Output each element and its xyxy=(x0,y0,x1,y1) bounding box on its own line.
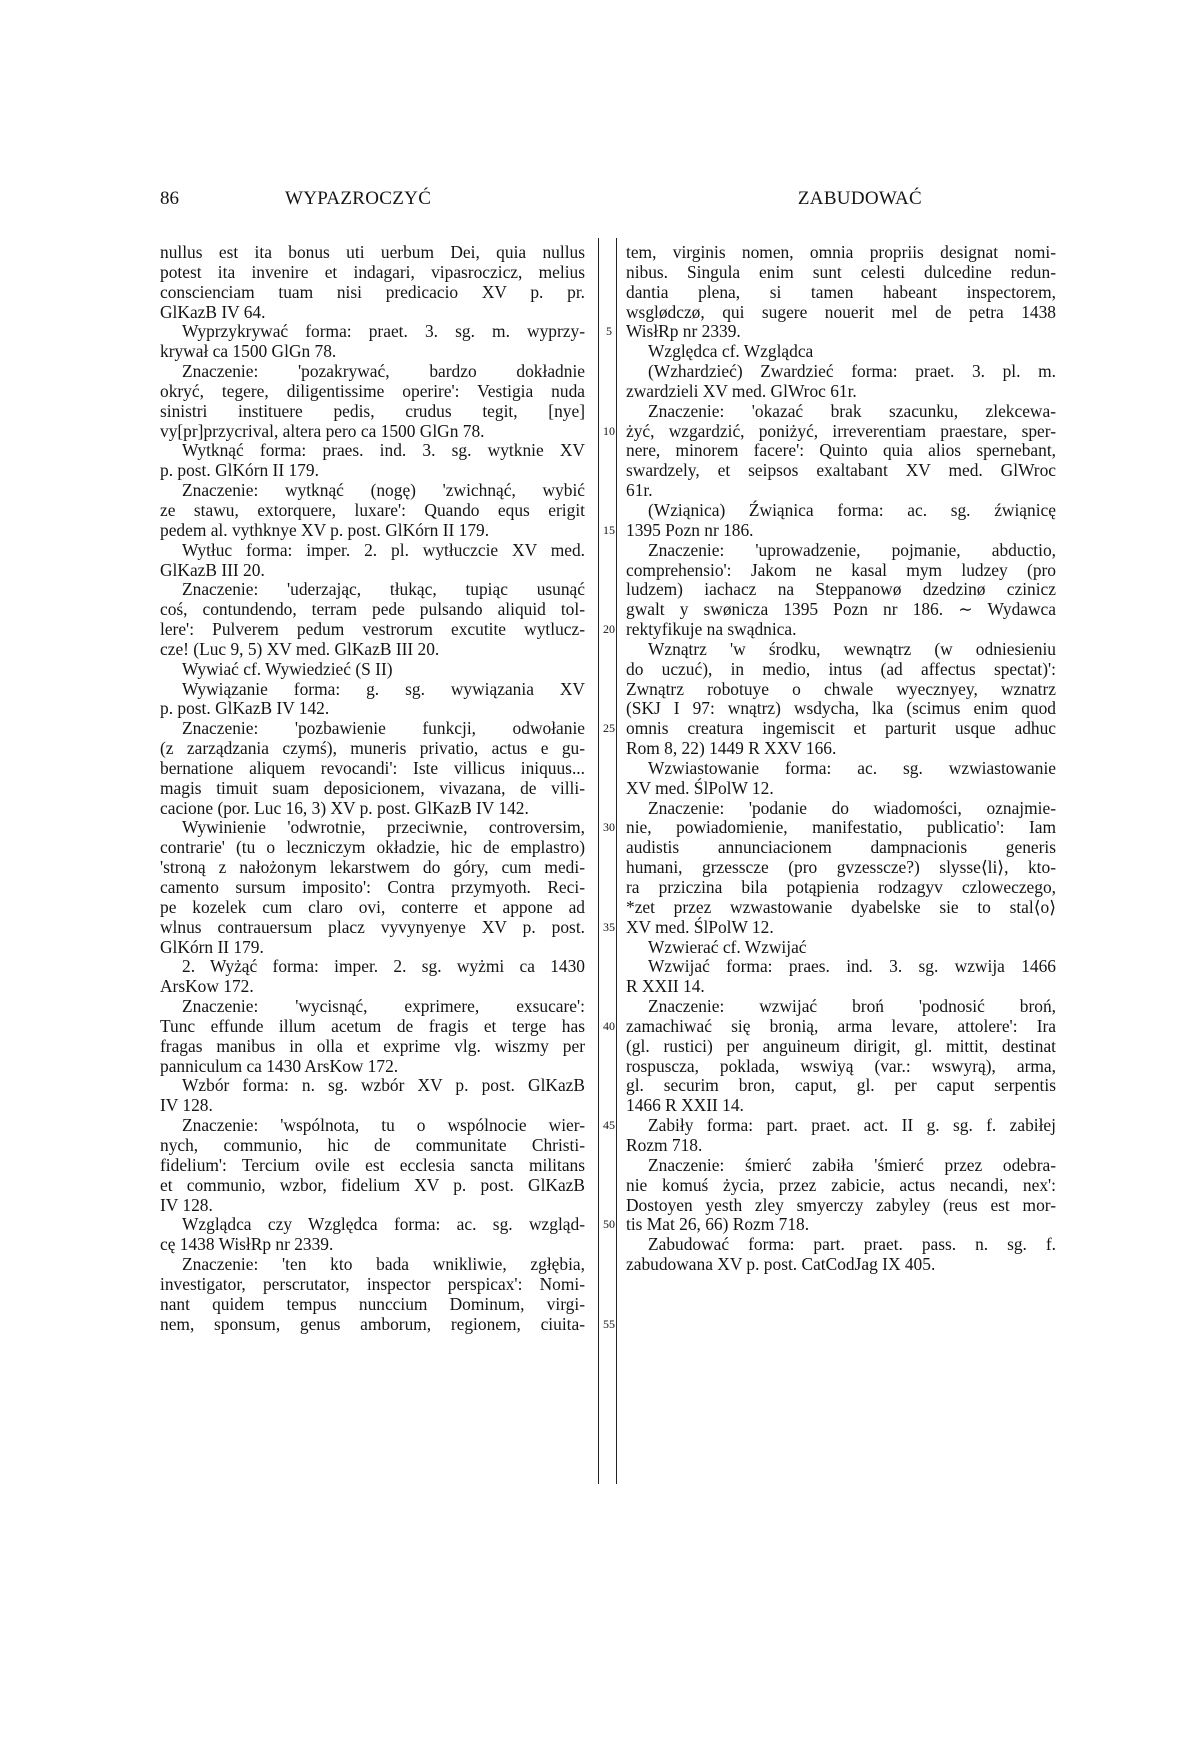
line-number-spacer xyxy=(602,382,616,402)
text-line: Wywiać cf. Wywiedzieć (S II) xyxy=(182,658,393,679)
text-line: Znaczenie: 'pozakrywać, bardzo dokładnie xyxy=(182,361,585,382)
line-number-spacer xyxy=(602,461,616,481)
text-line: investigator, perscrutator, inspector perspicax': Nomi- xyxy=(160,1273,585,1294)
text-line: contrarie' (tu o leczniczym okładzie, hic de emplastro) xyxy=(160,837,585,858)
text-line: 1466 R XXII 14. xyxy=(626,1095,744,1116)
text-line: GlKórn II 179. xyxy=(160,936,264,957)
line-number-spacer xyxy=(602,1196,616,1216)
line-number-spacer xyxy=(602,938,616,958)
text-line: Znaczenie: wzwijać broń 'podnosić broń, xyxy=(648,996,1056,1017)
text-line: nie komuś życia, przez zabicie, actus necandi, nex': xyxy=(626,1174,1056,1195)
line-number-spacer xyxy=(602,1255,616,1275)
text-line: Wytłuc forma: imper. 2. pl. wytłuczcie XV med. xyxy=(182,539,585,560)
text-line: panniculum ca 1430 ArsKow 172. xyxy=(160,1055,399,1076)
line-number-spacer xyxy=(602,957,616,977)
text-line: (Wzhardzieć) Zwardzieć forma: praet. 3. pl. m. xyxy=(648,361,1056,382)
line-number-spacer xyxy=(602,858,616,878)
line-number: 30 xyxy=(603,820,615,835)
text-line: audistis annunciacionem dampnacionis generis xyxy=(626,837,1056,858)
text-line: R XXII 14. xyxy=(626,976,705,997)
text-line: magis timuit suam deposicionem, vivazana, de villi- xyxy=(160,777,585,798)
line-number-spacer xyxy=(602,699,616,719)
line-number-spacer xyxy=(602,878,616,898)
text-line: fragas manibus in olla et exprime vlg. wiszmy per xyxy=(160,1035,585,1056)
text-line: Wytknąć forma: praes. ind. 3. sg. wytknie XV xyxy=(182,440,585,461)
text-line: Znaczenie: 'pozbawienie funkcji, odwołanie xyxy=(182,718,585,739)
line-number-spacer xyxy=(602,997,616,1017)
line-number-spacer xyxy=(602,561,616,581)
text-line: 61r. xyxy=(626,480,653,501)
running-head-left: WYPAZROCZYĆ xyxy=(285,188,432,209)
text-line: ArsKow 172. xyxy=(160,976,254,997)
text-line: nere, minorem facere': Quinto quia alios spernebant, xyxy=(626,440,1056,461)
line-number-spacer xyxy=(602,1275,616,1295)
text-line: 2. Wyżąć forma: imper. 2. sg. wyżmi ca 1430 xyxy=(182,956,585,977)
text-line: GlKazB IV 64. xyxy=(160,301,266,322)
line-number-spacer xyxy=(602,977,616,997)
text-line: gl. securim bron, caput, gl. per caput serpentis xyxy=(626,1075,1056,1096)
text-line: cze! (Luc 9, 5) XV med. GlKazB III 20. xyxy=(160,638,440,659)
right-column xyxy=(626,243,1056,1275)
line-number-spacer xyxy=(602,838,616,858)
line-number-spacer xyxy=(602,541,616,561)
text-line: XV med. ŚlPolW 12. xyxy=(626,777,774,798)
text-line: coś, contundendo, terram pede pulsando aliquid tol- xyxy=(160,599,585,620)
text-line: Rom 8, 22) 1449 R XXV 166. xyxy=(626,738,837,759)
page-number: 86 xyxy=(160,188,179,209)
line-number: 45 xyxy=(603,1118,615,1133)
text-line: conscienciam tuam nisi predicacio XV p. pr. xyxy=(160,281,585,302)
text-line: *zet przez wzwastowanie dyabelske sie to stal⟨o⟩ xyxy=(626,896,1056,917)
line-number: 50 xyxy=(603,1217,615,1232)
text-line: rektyfikuje na swądnica. xyxy=(626,619,797,640)
text-line: Znaczenie: 'wycisnąć, exprimere, exsucare': xyxy=(182,996,585,1017)
text-line: (gl. rustici) per anguineum dirigit, gl. mittit, destinat xyxy=(626,1035,1056,1056)
text-line: rospuscza, poklada, wswiyą (var.: wswyrą), arma, xyxy=(626,1055,1056,1076)
text-line: Znaczenie: 'uderzając, tłukąc, tupiąc usunąć xyxy=(182,579,585,600)
text-line: gwalt y swønicza 1395 Pozn nr 186. ∼ Wydawca xyxy=(626,599,1056,620)
text-line: Względca cf. Wzglądca xyxy=(648,341,814,362)
line-number-spacer xyxy=(602,779,616,799)
text-line: cacione (por. Luc 16, 3) XV p. post. GlKazB IV 142. xyxy=(160,797,529,818)
line-number-spacer xyxy=(602,1136,616,1156)
line-number-spacer xyxy=(602,283,616,303)
text-line: Wzwiastowanie forma: ac. sg. wzwiastowanie xyxy=(648,757,1056,778)
text-line: IV 128. xyxy=(160,1095,213,1116)
line-number-spacer xyxy=(602,1176,616,1196)
text-line: (SKJ I 97: wnątrz) wsdycha, lka (scimus enim quod xyxy=(626,698,1056,719)
text-line: Znaczenie: 'ten kto bada wnikliwie, zgłębia, xyxy=(182,1254,585,1275)
text-line: humani, grzesscze (pro gvzesscze?) slysse⟨li⟩, kto- xyxy=(626,857,1056,878)
column-divider-right xyxy=(616,238,617,1484)
text-line: p. post. GlKórn II 179. xyxy=(160,460,319,481)
left-column xyxy=(160,243,585,1334)
line-number: 5 xyxy=(606,324,612,339)
text-line: pe kozelek cum claro ovi, conterre et appone ad xyxy=(160,896,585,917)
text-line: Znaczenie: wytknąć (nogę) 'zwichnąć, wybić xyxy=(182,480,585,501)
text-line: ludzem) iachacz na Steppanowø dzedzinø czinicz xyxy=(626,579,1056,600)
text-line: comprehensio': Jakom ne kasal mym ludzey (pro xyxy=(626,559,1056,580)
text-line: tis Mat 26, 66) Rozm 718. xyxy=(626,1214,810,1235)
line-number-spacer xyxy=(602,680,616,700)
text-line: Wywinienie 'odwrotnie, przeciwnie, controversim, xyxy=(182,817,585,838)
text-line: (Wziąnica) Źwiąnica forma: ac. sg. źwiąnicę xyxy=(648,499,1056,520)
text-line: zwardzieli XV med. GlWroc 61r. xyxy=(626,380,857,401)
text-line: dantia plena, si tamen habeant inspectorem, xyxy=(626,281,1056,302)
text-line: XV med. ŚlPolW 12. xyxy=(626,916,774,937)
line-number: 15 xyxy=(603,522,615,537)
text-line: lere': Pulverem pedum vestrorum excutite wytlucz- xyxy=(160,619,585,640)
line-number-spacer xyxy=(602,402,616,422)
text-line: Znaczenie: 'wspólnota, tu o wspólnocie wier- xyxy=(182,1115,585,1136)
line-number: 25 xyxy=(603,721,615,736)
text-line: zabudowana XV p. post. CatCodJag IX 405. xyxy=(626,1254,936,1275)
line-number-spacer xyxy=(602,1295,616,1315)
line-number-spacer xyxy=(602,1037,616,1057)
text-line: camento sursum imposito': Contra przymyoth. Reci- xyxy=(160,877,585,897)
line-number-spacer xyxy=(602,501,616,521)
text-line: Dostoyen yesth zley smyerczy zabyley (reus est mor- xyxy=(626,1194,1056,1215)
text-line: Wznątrz 'w środku, wewnątrz (w odniesieniu xyxy=(648,638,1056,659)
text-line: 1395 Pozn nr 186. xyxy=(626,519,754,540)
text-line: Zwnątrz robotuye o chwale wyecznyey, wznatrz xyxy=(626,678,1056,699)
text-line: Znaczenie: śmierć zabiła 'śmierć przez odebra- xyxy=(648,1154,1056,1175)
line-number-spacer xyxy=(602,640,616,660)
line-number: 10 xyxy=(603,423,615,438)
text-line: Wzwierać cf. Wzwijać xyxy=(648,936,807,957)
line-number-spacer xyxy=(602,660,616,680)
text-line: nych, communio, hic de communitate Christi- xyxy=(160,1134,585,1155)
line-number-spacer xyxy=(602,898,616,918)
text-line: p. post. GlKazB IV 142. xyxy=(160,698,330,719)
text-line: do uczuć), in medio, intus (ad affectus spectat)': xyxy=(626,658,1056,679)
text-line: Wywiązanie forma: g. sg. wywiązania XV xyxy=(182,678,585,699)
text-line: Wzglądca czy Względca forma: ac. sg. wzgląd- xyxy=(182,1214,585,1235)
text-line: fidelium': Tercium ovile est ecclesia sancta militans xyxy=(160,1154,585,1175)
text-line: Wzbór forma: n. sg. wzbór XV p. post. GlKazB xyxy=(182,1075,585,1096)
line-number-spacer xyxy=(602,481,616,501)
page-header xyxy=(160,188,922,218)
text-line: nibus. Singula enim sunt celesti dulcedine redun- xyxy=(626,261,1056,282)
text-line: nie, powiadomienie, manifestatio, publicatio': Iam xyxy=(626,817,1056,838)
line-number-spacer xyxy=(602,1156,616,1176)
text-line: vy[pr]przycrival, altera pero ca 1500 GlGn 78. xyxy=(160,420,485,441)
line-number: 20 xyxy=(603,622,615,637)
text-line: sinistri instituere pedis, crudus tegit, [nye] xyxy=(160,400,585,421)
line-number-spacer xyxy=(602,303,616,323)
text-line: pedem al. vythknye XV p. post. GlKórn II 179. xyxy=(160,519,490,540)
text-line: wlnus contrauersum placz vyvynyenye XV p. post. xyxy=(160,916,585,937)
text-line: Znaczenie: 'okazać brak szacunku, zlekcewa- xyxy=(648,400,1056,421)
text-line: krywał ca 1500 GlGn 78. xyxy=(160,341,337,362)
line-number-spacer xyxy=(602,243,616,263)
text-line: swardzely, et seipsos exaltabant XV med. GlWroc xyxy=(626,460,1056,481)
line-number-spacer xyxy=(602,342,616,362)
text-line: (z zarządzania czymś), muneris privatio, actus e gu- xyxy=(160,738,585,759)
text-line: nullus est ita bonus uti uerbum Dei, quia nullus xyxy=(160,242,585,262)
line-number-spacer xyxy=(602,441,616,461)
line-number-spacer xyxy=(602,580,616,600)
line-number-spacer xyxy=(602,1235,616,1255)
text-line: Rozm 718. xyxy=(626,1134,703,1155)
text-line: bernatione aliquem revocandi': Iste villicus iniquus... xyxy=(160,757,585,778)
margin-line-numbers xyxy=(602,243,616,1334)
text-line: omnis creatura ingemiscit et parturit usque adhuc xyxy=(626,718,1056,739)
text-line: Znaczenie: 'uprowadzenie, pojmanie, abductio, xyxy=(648,539,1056,560)
running-head-right: ZABUDOWAĆ xyxy=(797,188,922,209)
text-line: Wyprzykrywać forma: praet. 3. sg. m. wyprzy- xyxy=(182,321,585,342)
line-number-spacer xyxy=(602,759,616,779)
text-line: WisłRp nr 2339. xyxy=(626,321,741,342)
line-number-spacer xyxy=(602,799,616,819)
text-line: Znaczenie: 'podanie do wiadomości, oznajmie- xyxy=(648,797,1056,818)
text-line: Zabudować forma: part. praet. pass. n. sg. f. xyxy=(648,1234,1056,1255)
line-number-spacer xyxy=(602,1057,616,1077)
line-number-spacer xyxy=(602,1076,616,1096)
text-line: potest ita invenire et indagari, vipasroczicz, melius xyxy=(160,261,585,282)
text-line: tem, virginis nomen, omnia propriis designat nomi- xyxy=(626,242,1056,262)
text-line: okryć, tegere, diligentissime operire': Vestigia nuda xyxy=(160,380,585,401)
text-line: cę 1438 WisłRp nr 2339. xyxy=(160,1234,334,1255)
text-line: Zabiły forma: part. praet. act. II g. sg. f. zabiłej xyxy=(648,1115,1056,1136)
line-number-spacer xyxy=(602,263,616,283)
text-line: Wzwijać forma: praes. ind. 3. sg. wzwija 1466 xyxy=(648,956,1056,977)
text-line: zamachiwać się bronią, arma levare, attolere': Ira xyxy=(626,1015,1056,1036)
text-line: GlKazB III 20. xyxy=(160,559,265,580)
line-number-spacer xyxy=(602,739,616,759)
text-line: nant quidem tempus nunccium Dominum, virgi- xyxy=(160,1293,585,1314)
text-line: żyć, wzgardzić, poniżyć, irreverentiam praestare, sper- xyxy=(626,420,1056,441)
text-line: ze stawu, extorquere, luxare': Quando equs erigit xyxy=(160,499,585,520)
text-line: wsglødczø, qui sugere nouerit mel de petra 1438 xyxy=(626,301,1056,322)
column-divider-left xyxy=(598,238,599,1484)
text-line: 'stroną z nałożonym lekarstwem do góry, cum medi- xyxy=(160,857,585,878)
line-number-spacer xyxy=(602,1096,616,1116)
line-number-spacer xyxy=(602,600,616,620)
text-line: IV 128. xyxy=(160,1194,213,1215)
line-number: 55 xyxy=(603,1316,615,1331)
text-line: ra prziczina bila potąpienia rodzagyv czloweczego, xyxy=(626,877,1056,897)
text-line: nem, sponsum, genus amborum, regionem, ciuita- xyxy=(160,1313,585,1334)
text-line: et communio, wzbor, fidelium XV p. post. GlKazB xyxy=(160,1174,585,1195)
line-number-spacer xyxy=(602,362,616,382)
line-number: 40 xyxy=(603,1018,615,1033)
text-line: Tunc effunde illum acetum de fragis et terge has xyxy=(160,1015,585,1036)
line-number: 35 xyxy=(603,919,615,934)
